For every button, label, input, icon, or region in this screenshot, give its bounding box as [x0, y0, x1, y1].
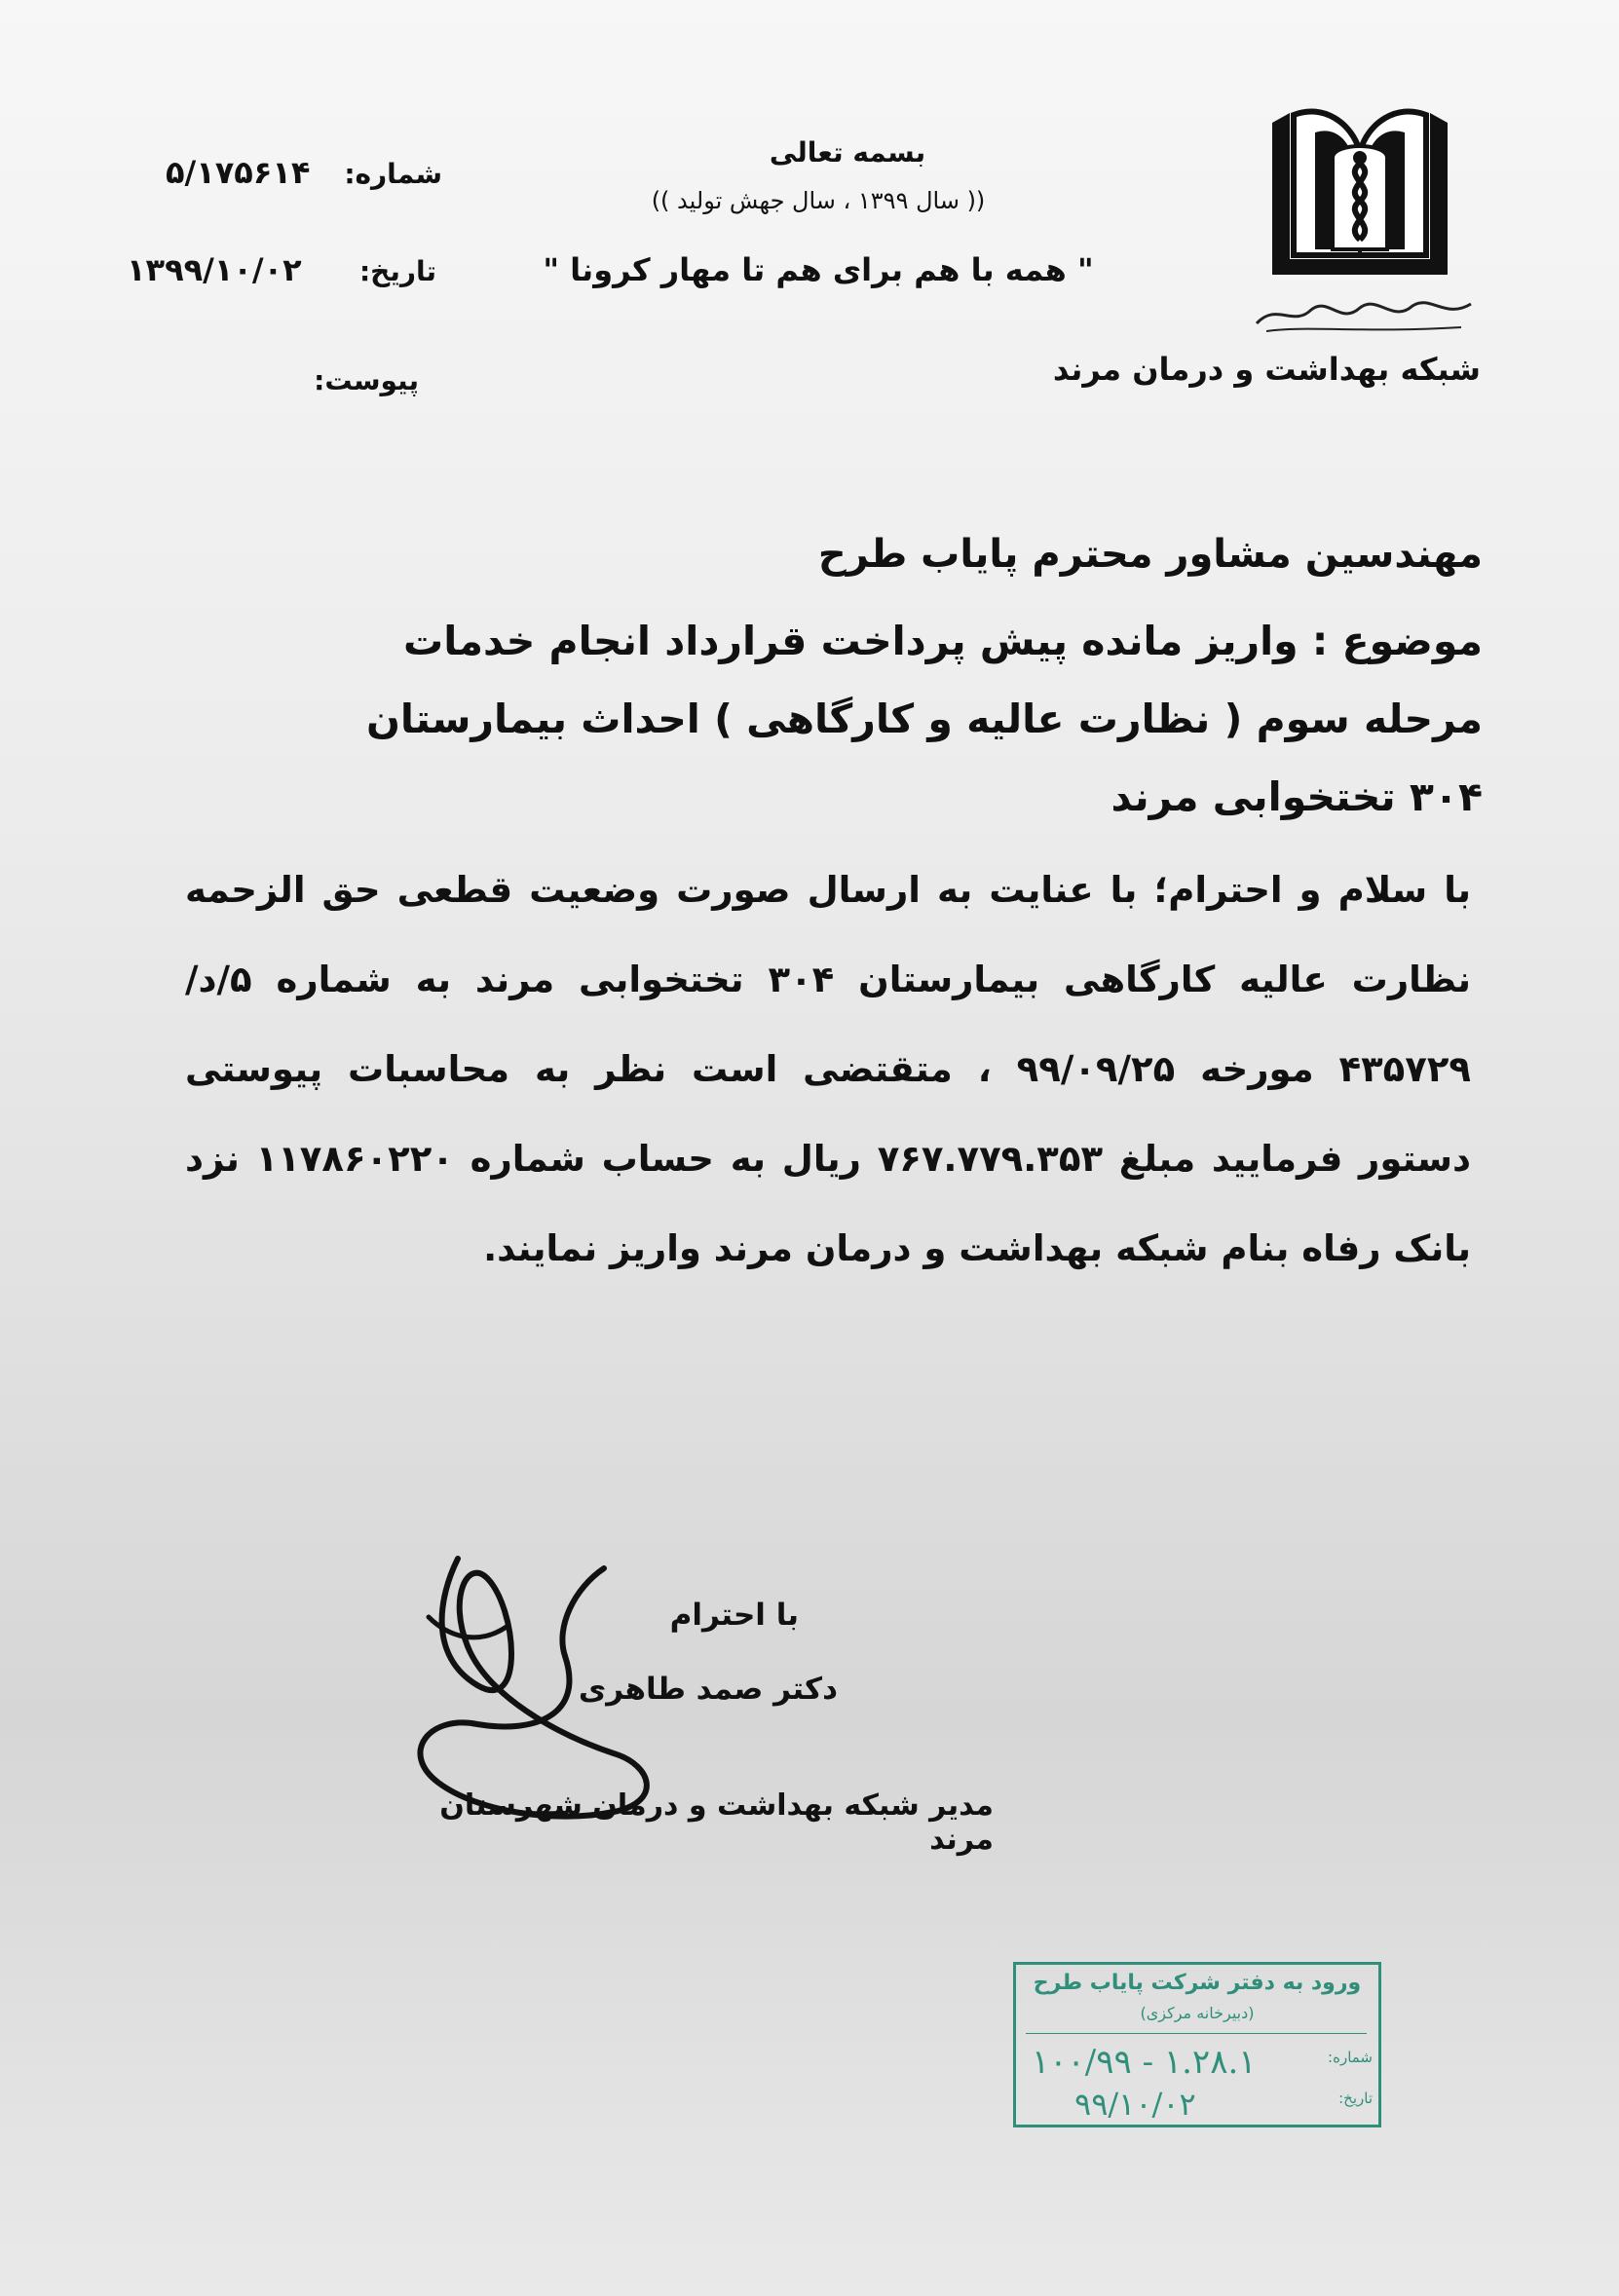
stamp-subtitle: (دبیرخانه مرکزی)	[1140, 2004, 1255, 2022]
stamp-date-label: تاریخ:	[1338, 2089, 1373, 2107]
closing-salutation: با احترام	[669, 1598, 799, 1633]
date-label: تاریخ:	[358, 255, 436, 287]
year-motto: (( سال ۱۳۹۹ ، سال جهش تولید ))	[651, 187, 986, 214]
signer-title: مدیر شبکه بهداشت و درمان شهرستان مرند	[439, 1788, 994, 1857]
subject: موضوع : واریز مانده پیش پرداخت قرارداد انجام خدمات مرحله سوم ( نظارت عالیه و کارگاهی ) احداث بیمارستان ۳۰۴ تختخوابی مرند	[365, 618, 1483, 820]
stamp-divider	[1026, 2033, 1367, 2034]
attachment-label: پیوست:	[314, 364, 419, 396]
date-value: ۱۳۹۹/۱۰/۰۲	[127, 251, 302, 288]
stamp-title: ورود به دفتر شرکت پایاب طرح	[1033, 1971, 1362, 1995]
stamp-number-label: شماره:	[1328, 2049, 1373, 2066]
logo-calligraphy	[1247, 288, 1481, 339]
number-value: ۵/۱۷۵۶۱۴	[166, 154, 311, 191]
basmala: بسمه تعالی	[769, 136, 926, 169]
number-label: شماره:	[344, 158, 442, 190]
stamp-number-value: ۱۰۰/۹۹ - ۱.۲۸.۱	[1032, 2043, 1257, 2082]
slogan: " همه با هم برای هم تا مهار کرونا "	[543, 251, 1094, 288]
stamp-date-value: ۹۹/۱۰/۰۲	[1074, 2086, 1196, 2123]
organization-name: شبکه بهداشت و درمان مرند	[1052, 351, 1481, 388]
signer-name: دکتر صمد طاهری	[578, 1672, 838, 1707]
recipient: مهندسین مشاور محترم پایاب طرح	[817, 532, 1483, 577]
received-stamp	[1013, 1962, 1381, 2127]
university-emblem-icon	[1264, 94, 1455, 284]
letter-body: با سلام و احترام؛ با عنایت به ارسال صورت وضعیت قطعی حق الزحمه نظارت عالیه کارگاهی بیمارستان ۳۰۴ تختخوابی مرند به شماره ۵/د/۴۳۵۷۲۹ مورخه ۹۹/۰۹/۲۵ ، متقتضی است نظر به محاسبات پیوستی دستور فرمایید مبلغ ۷۶۷.۷۷۹.۳۵۳ ریال به حساب شماره ۱۱۷۸۶۰۲۲۰ نزد بانک رفاه بنام شبکه بهداشت و درمان مرند واریز نمایند.	[185, 869, 1472, 1269]
